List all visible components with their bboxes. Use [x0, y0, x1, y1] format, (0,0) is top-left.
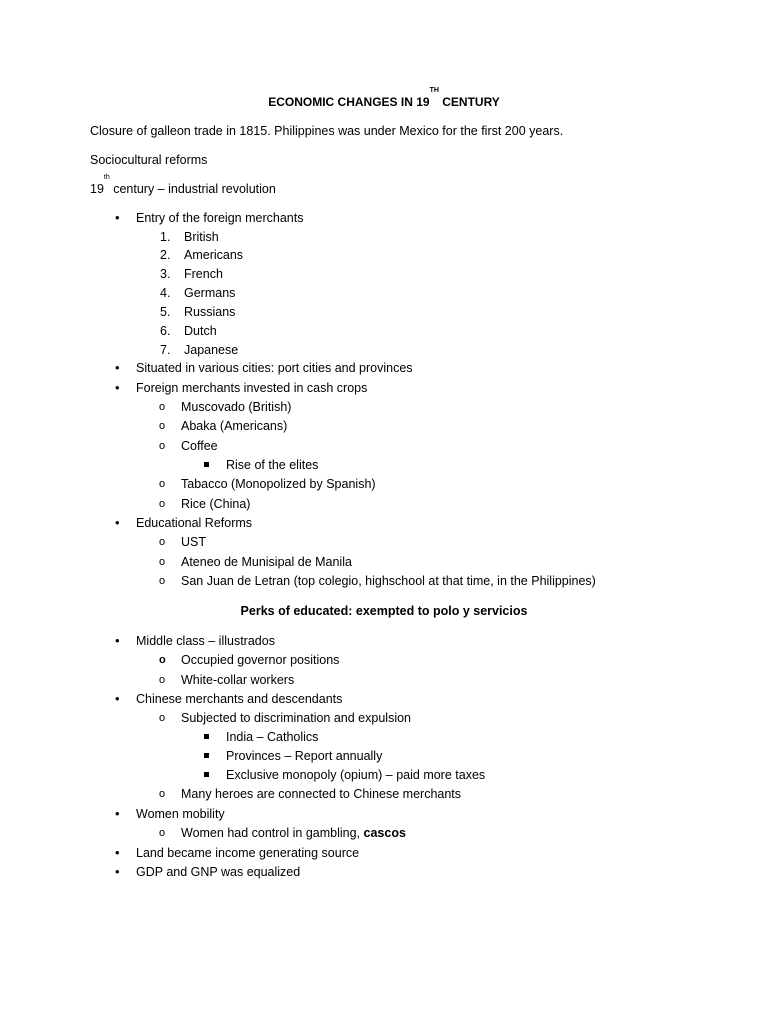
circle-bullet-icon: o: [159, 420, 166, 432]
intro-paragraph: Closure of galleon trade in 1815. Philippines was under Mexico for the first 200 years.: [90, 124, 564, 138]
century-line: [90, 174, 276, 197]
educational-label: Educational Reforms: [136, 516, 253, 530]
gdp-item: GDP and GNP was equalized: [136, 865, 301, 879]
crop-item: Rice (China): [181, 497, 251, 511]
list-item: Russians: [184, 305, 236, 319]
list-number: 6.: [160, 324, 171, 338]
women-sub-item: [181, 825, 406, 841]
chinese-sub-item: Subjected to discrimination and expulsion: [181, 711, 411, 725]
middle-class-item: White-collar workers: [181, 673, 295, 687]
list-item: Americans: [184, 248, 244, 262]
land-item: Land became income generating source: [136, 846, 360, 860]
list-item: Germans: [184, 286, 236, 300]
chinese-detail-item: Provinces – Report annually: [226, 749, 383, 763]
list-item: French: [184, 267, 223, 281]
document-title: [0, 87, 768, 110]
chinese-detail-item: India – Catholics: [226, 730, 319, 744]
century-text: century – industrial revolution: [109, 182, 276, 196]
chinese-label: Chinese merchants and descendants: [136, 692, 343, 706]
square-bullet-icon: [204, 767, 209, 783]
title-text: ECONOMIC CHANGES IN 19: [268, 95, 430, 109]
list-number: 4.: [160, 286, 171, 300]
entry-label: Entry of the foreign merchants: [136, 211, 304, 225]
crop-item: Abaka (Americans): [181, 419, 288, 433]
bullet-icon: •: [115, 864, 120, 879]
circle-bullet-icon: o: [159, 478, 166, 490]
bullet-icon: •: [115, 210, 120, 225]
crop-item: Muscovado (British): [181, 400, 292, 414]
circle-bullet-icon: o: [159, 575, 166, 587]
list-item: British: [184, 230, 219, 244]
list-item: Dutch: [184, 324, 217, 338]
coffee-sub-item: Rise of the elites: [226, 458, 319, 472]
square-bullet-icon: [204, 457, 209, 473]
chinese-detail-item: Exclusive monopoly (opium) – paid more taxes: [226, 768, 486, 782]
women-label: Women mobility: [136, 807, 225, 821]
bullet-icon: •: [115, 806, 120, 821]
school-item: UST: [181, 535, 206, 549]
circle-bullet-icon: o: [159, 654, 166, 666]
bullet-icon: •: [115, 380, 120, 395]
circle-bullet-icon: o: [159, 536, 166, 548]
bullet-icon: •: [115, 691, 120, 706]
circle-bullet-icon: o: [159, 498, 166, 510]
crop-item: Coffee: [181, 439, 218, 453]
women-sub-bold: cascos: [363, 826, 406, 840]
circle-bullet-icon: o: [159, 440, 166, 452]
square-bullet-icon: [204, 729, 209, 745]
circle-bullet-icon: o: [159, 827, 166, 839]
title-text-end: CENTURY: [438, 95, 500, 109]
list-number: 3.: [160, 267, 171, 281]
bullet-icon: •: [115, 633, 120, 648]
list-item: Japanese: [184, 343, 239, 357]
invested-label: Foreign merchants invested in cash crops: [136, 381, 368, 395]
circle-bullet-icon: o: [159, 788, 166, 800]
list-number: 7.: [160, 343, 171, 357]
circle-bullet-icon: o: [159, 556, 166, 568]
middle-class-item: Occupied governor positions: [181, 653, 340, 667]
school-item: Ateneo de Munisipal de Manila: [181, 555, 352, 569]
title-superscript: TH: [429, 87, 439, 94]
square-bullet-icon: [204, 748, 209, 764]
crop-item: Tabacco (Monopolized by Spanish): [181, 477, 376, 491]
school-item: San Juan de Letran (top colegio, highschool at that time, in the Philippines): [181, 574, 596, 588]
circle-bullet-icon: o: [159, 712, 166, 724]
list-number: 2.: [160, 248, 171, 262]
bullet-icon: •: [115, 515, 120, 530]
situated-item: Situated in various cities: port cities and provinces: [136, 361, 413, 375]
circle-bullet-icon: o: [159, 674, 166, 686]
sociocultural-heading: Sociocultural reforms: [90, 153, 208, 167]
perks-heading: Perks of educated: exempted to polo y servicios: [240, 604, 528, 618]
heroes-item: Many heroes are connected to Chinese merchants: [181, 787, 462, 801]
middle-class-label: Middle class – illustrados: [136, 634, 275, 648]
women-sub-text: Women had control in gambling,: [181, 826, 364, 840]
bullet-icon: •: [115, 360, 120, 375]
circle-bullet-icon: o: [159, 401, 166, 413]
century-superscript: th: [103, 174, 110, 181]
list-number: 5.: [160, 305, 171, 319]
century-num: 19: [90, 182, 104, 196]
list-number: 1.: [160, 230, 171, 244]
bullet-icon: •: [115, 845, 120, 860]
